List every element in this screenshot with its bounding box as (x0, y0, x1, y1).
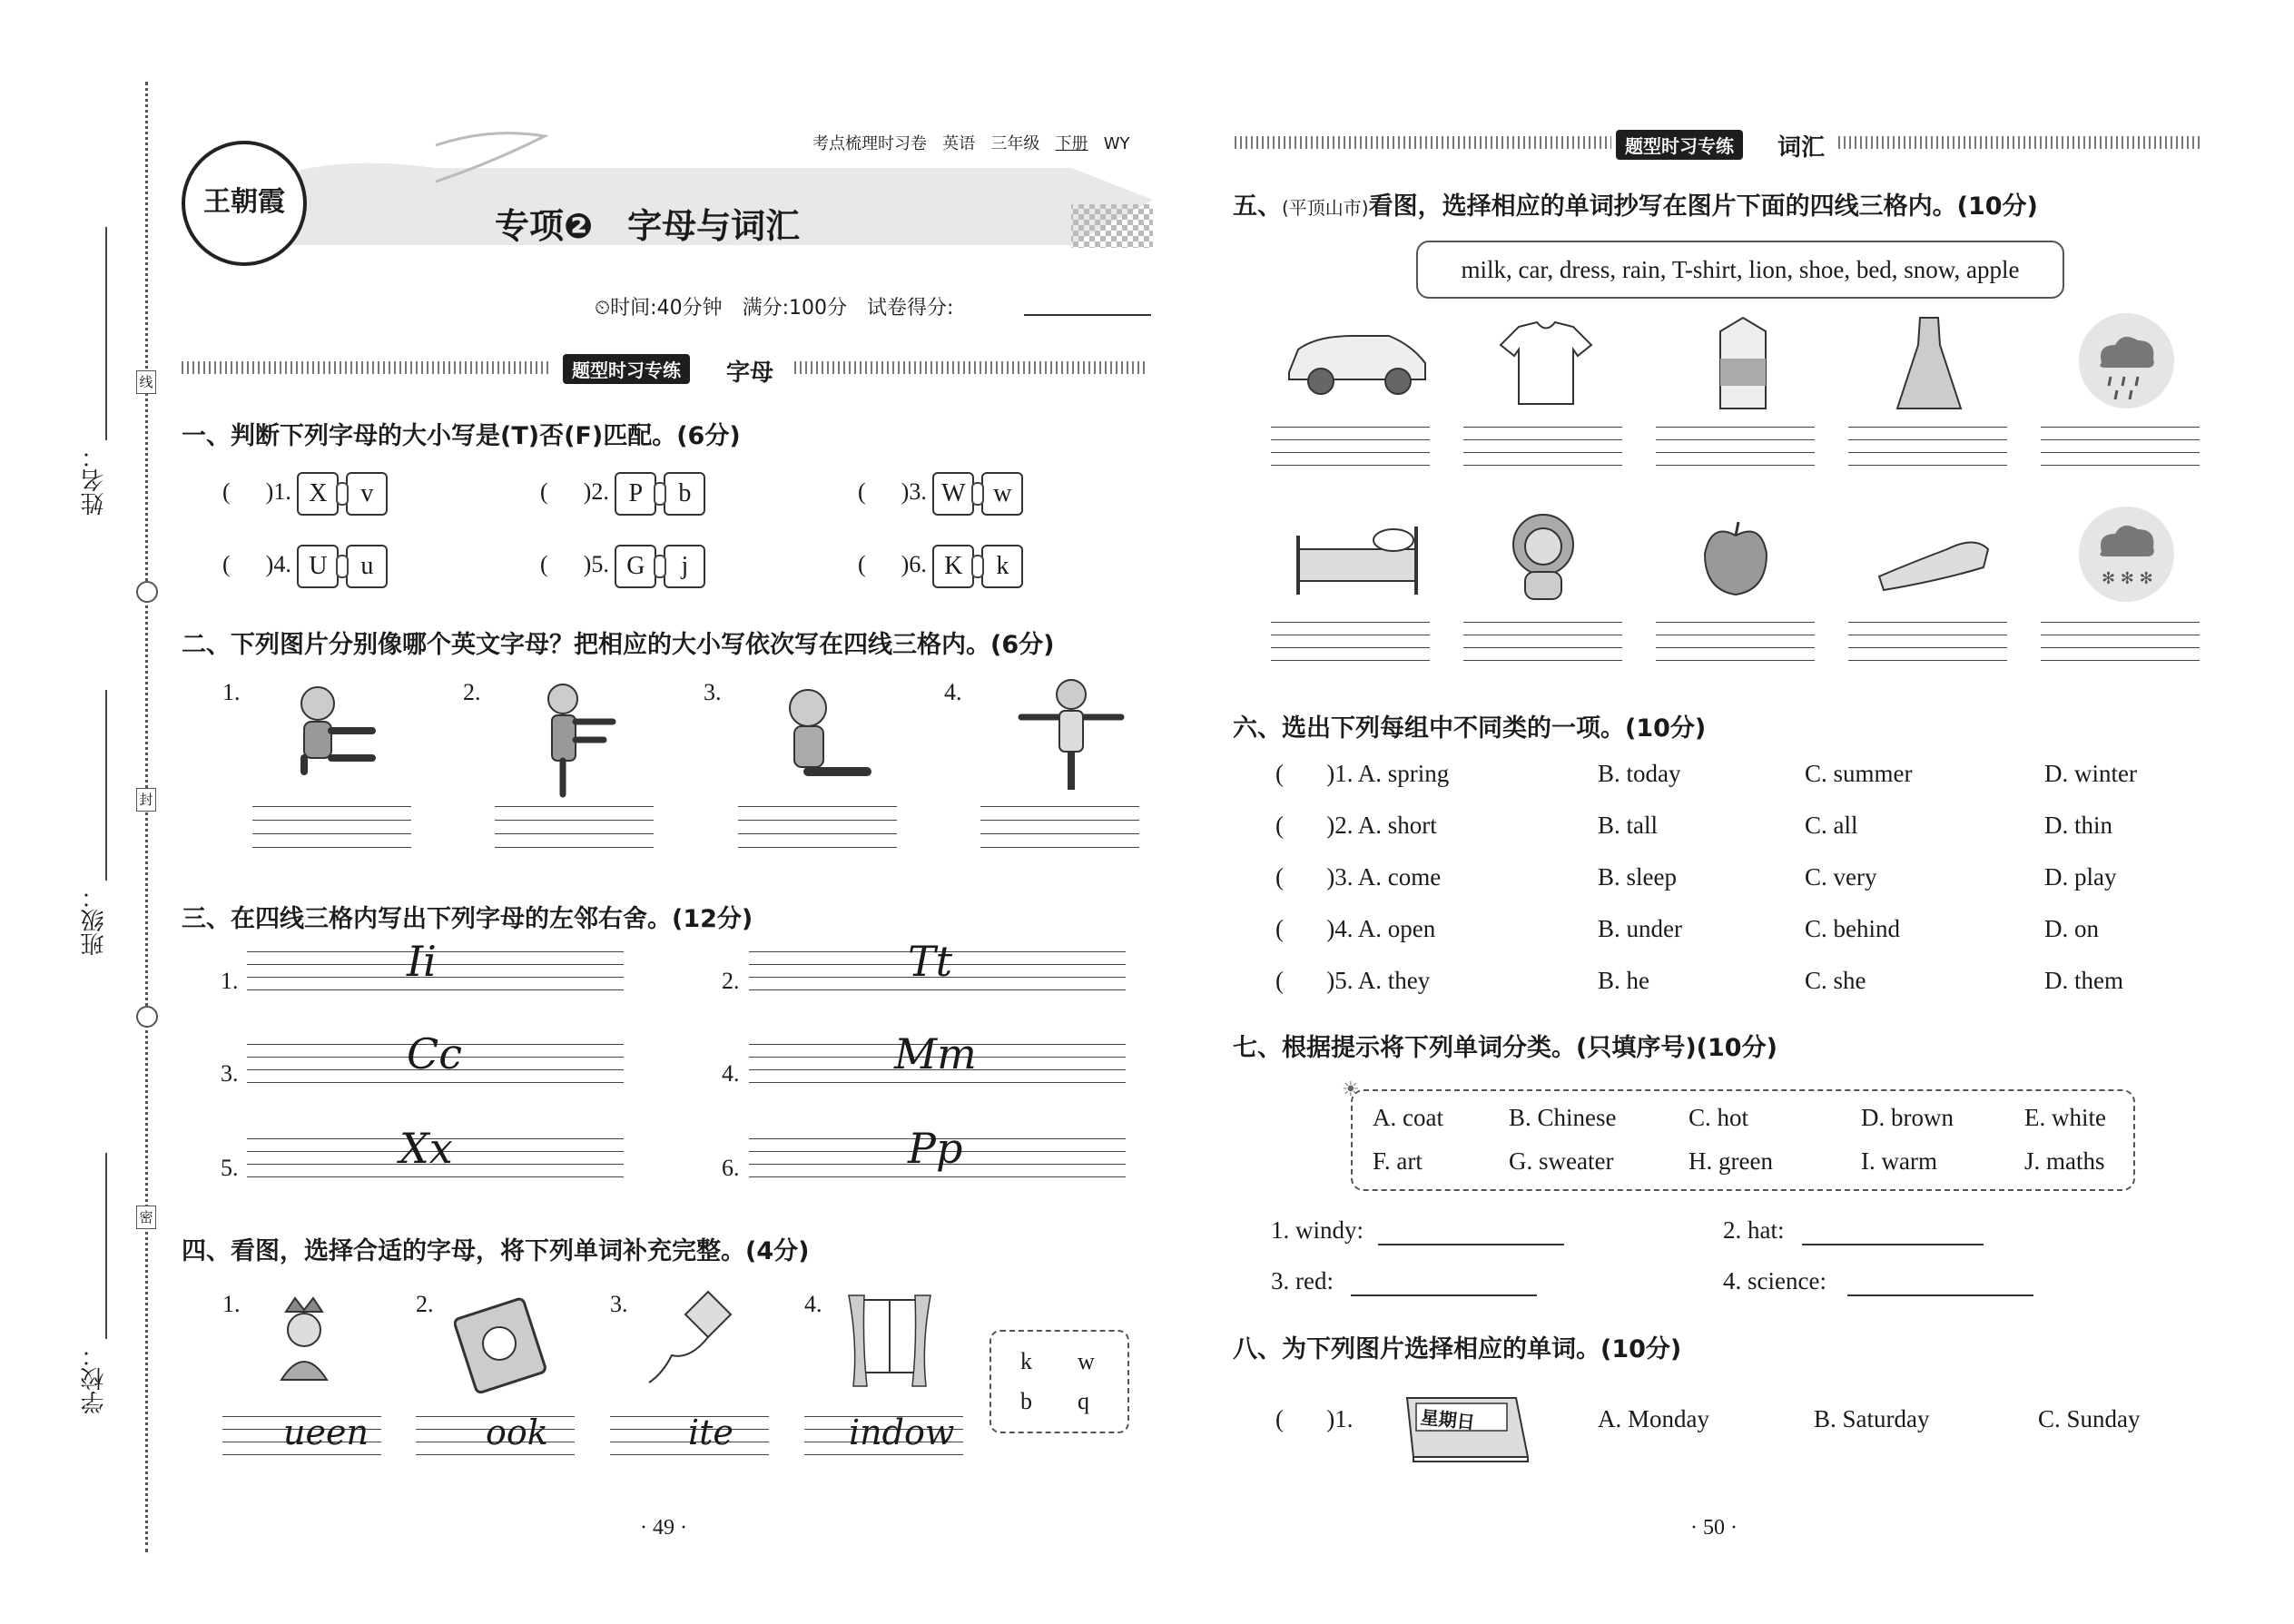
queen-icon (263, 1294, 345, 1384)
writing-lines[interactable] (1463, 622, 1622, 664)
q7-word: I. warm (1861, 1147, 1937, 1175)
binding-hole-icon (136, 581, 158, 603)
answer-field[interactable] (1351, 1294, 1537, 1296)
q1-title: 一、判断下列字母的大小写是(T)否(F)匹配。(6分) (182, 422, 741, 450)
q6-option: C. she (1805, 967, 1866, 994)
q8-row: ( )1. (1275, 1405, 1354, 1432)
time-score-line: ⏲时间:40分钟 满分:100分 试卷得分: (595, 297, 954, 320)
q3-num: 2. (722, 968, 740, 994)
section-bar (1235, 136, 1611, 149)
q1-item: ( )4. U u (222, 545, 388, 588)
name-line (105, 227, 107, 440)
q7-word: C. hot (1689, 1104, 1749, 1131)
q3-title: 三、在四线三格内写出下列字母的左邻右舍。(12分) (182, 905, 753, 933)
q3-num: 6. (722, 1155, 740, 1181)
q7-word: F. art (1373, 1147, 1423, 1175)
q1-item: ( )1. X v (222, 472, 388, 516)
q6-row: ( )4. A. open (1275, 915, 1436, 942)
window-icon (844, 1291, 935, 1391)
section-tag: 题型时习专练 (563, 354, 690, 384)
q3-num: 1. (221, 968, 239, 994)
q7-word: D. brown (1861, 1104, 1954, 1131)
q1-item: ( )6. K k (858, 545, 1023, 588)
q6-option: B. today (1598, 760, 1681, 787)
q6-option: C. behind (1805, 915, 1900, 942)
q7-prompt: 1. windy: (1271, 1216, 1364, 1244)
page-title: 专项❷ 字母与词汇 (495, 206, 801, 246)
q7-word: E. white (2024, 1104, 2106, 1131)
page-number: · 49 · (640, 1516, 687, 1540)
seal-mark-line: 线 (136, 370, 156, 394)
q6-row: ( )2. A. short (1275, 812, 1437, 839)
class-line (105, 690, 107, 881)
car-icon (1280, 318, 1434, 399)
brand-logo: 王朝霞 (182, 141, 307, 266)
snow-icon (2079, 507, 2174, 602)
q6-option: C. very (1805, 863, 1877, 891)
q3-num: 3. (221, 1060, 239, 1087)
q8-option: B. Saturday (1814, 1405, 1930, 1432)
q5-title: 五、(平顶山市)看图，选择相应的单词抄写在图片下面的四线三格内。(10分) (1233, 192, 2038, 221)
q4-word: ite (688, 1412, 733, 1452)
q7-word: A. coat (1373, 1104, 1443, 1131)
writing-lines[interactable] (1271, 622, 1430, 664)
q3-letters: Ii (407, 937, 437, 986)
q4-num: 2. (416, 1291, 434, 1317)
q2-num: 3. (704, 679, 722, 705)
school-label: 学校： (81, 1343, 108, 1414)
section-tag: 题型时习专练 (1616, 130, 1743, 160)
writing-lines[interactable] (738, 806, 897, 848)
q6-option: D. on (2044, 915, 2099, 942)
writing-lines[interactable] (1656, 622, 1815, 664)
q4-word: ook (486, 1412, 548, 1452)
kite-icon (645, 1287, 735, 1387)
name-label: 姓名： (81, 445, 108, 516)
q7-word: B. Chinese (1509, 1104, 1617, 1131)
q4-word: indow (849, 1412, 955, 1452)
apple-icon (1698, 517, 1775, 599)
section-bar (1838, 136, 2201, 149)
writing-lines[interactable] (1463, 427, 1622, 468)
q7-word: G. sweater (1509, 1147, 1614, 1175)
letter-choice-box: k w b q (989, 1330, 1129, 1433)
q6-option: C. all (1805, 812, 1858, 839)
child-pose-f-icon (527, 681, 626, 799)
page-number: · 50 · (1690, 1516, 1738, 1540)
book-icon (454, 1294, 554, 1393)
q4-word: ueen (283, 1412, 369, 1452)
q7-word: H. green (1689, 1147, 1773, 1175)
header-meta: 考点梳理时习卷 英语 三年级 下册 WY (812, 134, 1130, 153)
milk-icon (1711, 313, 1775, 413)
q2-num: 4. (944, 679, 962, 705)
q6-option: D. thin (2044, 812, 2113, 839)
answer-field[interactable] (1802, 1244, 1984, 1245)
q6-option: B. tall (1598, 812, 1658, 839)
seal-mark-seal: 封 (136, 788, 156, 812)
q6-option: D. winter (2044, 760, 2137, 787)
q8-option: A. Monday (1598, 1405, 1709, 1432)
q3-letters: Tt (908, 937, 953, 986)
q8-title: 八、为下列图片选择相应的单词。(10分) (1233, 1335, 1682, 1363)
q6-row: ( )5. A. they (1275, 967, 1431, 994)
q2-num: 1. (222, 679, 241, 705)
lion-icon (1498, 508, 1589, 604)
q4-num: 1. (222, 1291, 241, 1317)
child-pose-l-icon (772, 685, 881, 794)
writing-lines[interactable] (1656, 427, 1815, 468)
q6-row: ( )3. A. come (1275, 863, 1442, 891)
q4-num: 4. (804, 1291, 822, 1317)
writing-lines[interactable] (1848, 427, 2007, 468)
q6-row: ( )1. A. spring (1275, 760, 1450, 787)
q6-option: D. play (2044, 863, 2117, 891)
q6-option: C. summer (1805, 760, 1913, 787)
q3-letters: Cc (407, 1029, 462, 1078)
q1-item: ( )3. W w (858, 472, 1023, 516)
school-line (105, 1153, 107, 1339)
word-bank: milk, car, dress, rain, T-shirt, lion, shoe, bed, snow, apple (1416, 241, 2064, 299)
child-pose-e-icon (281, 681, 390, 790)
seal-mark-secret: 密 (136, 1206, 156, 1229)
q3-num: 4. (722, 1060, 740, 1087)
section-tag-label: 词汇 (1777, 134, 1826, 162)
q7-title: 七、根据提示将下列单词分类。(只填序号)(10分) (1233, 1034, 1777, 1062)
clock-icon: ⏲ (595, 297, 611, 320)
q4-title: 四、看图，选择合适的字母，将下列单词补充完整。(4分) (182, 1237, 810, 1265)
q6-title: 六、选出下列每组中不同类的一项。(10分) (1233, 714, 1707, 743)
binding-hole-icon (136, 1006, 158, 1028)
rain-icon (2079, 313, 2174, 408)
q7-prompt: 4. science: (1723, 1267, 1826, 1294)
calendar-icon: 星期日 (1403, 1389, 1530, 1463)
svg-text:✻ ✻ ✻: ✻ ✻ ✻ (2102, 569, 2153, 588)
q3-letters: Mm (894, 1029, 977, 1078)
t-shirt-icon (1496, 318, 1596, 408)
answer-field[interactable] (1847, 1294, 2033, 1296)
writing-lines[interactable] (2041, 427, 2200, 468)
q1-item: ( )2. P b (540, 472, 705, 516)
writing-lines[interactable] (495, 806, 654, 848)
q2-num: 2. (463, 679, 481, 705)
q3-num: 5. (221, 1155, 239, 1181)
child-pose-t-icon (1017, 676, 1126, 794)
section-tag-label: 字母 (726, 359, 774, 387)
writing-lines[interactable] (980, 806, 1139, 848)
q7-prompt: 3. red: (1271, 1267, 1334, 1294)
q6-option: B. sleep (1598, 863, 1677, 891)
answer-field[interactable] (1378, 1244, 1564, 1245)
score-field[interactable] (1024, 314, 1151, 316)
class-label: 班级： (81, 885, 108, 956)
q6-option: D. them (2044, 967, 2123, 994)
q7-word: J. maths (2024, 1147, 2105, 1175)
q3-letters: Pp (908, 1124, 963, 1173)
dress-icon (1893, 313, 1965, 413)
binding-dotted-line (145, 82, 148, 1552)
q6-option: B. under (1598, 915, 1682, 942)
writing-lines[interactable] (252, 806, 411, 848)
sun-icon: ☀ (1342, 1078, 1360, 1101)
writing-lines[interactable] (1848, 622, 2007, 664)
q6-option: B. he (1598, 967, 1649, 994)
writing-lines[interactable] (2041, 622, 2200, 664)
section-bar (794, 361, 1148, 374)
bed-icon (1289, 508, 1425, 599)
section-bar (182, 361, 549, 374)
q1-item: ( )5. G j (540, 545, 705, 588)
q2-title: 二、下列图片分别像哪个英文字母？把相应的大小写依次写在四线三格内。(6分) (182, 631, 1055, 659)
shoe-icon (1875, 527, 1993, 599)
q8-option: C. Sunday (2038, 1405, 2141, 1432)
q7-prompt: 2. hat: (1723, 1216, 1785, 1244)
writing-lines[interactable] (1271, 427, 1430, 468)
q3-letters: Xx (399, 1124, 453, 1173)
q4-num: 3. (610, 1291, 628, 1317)
